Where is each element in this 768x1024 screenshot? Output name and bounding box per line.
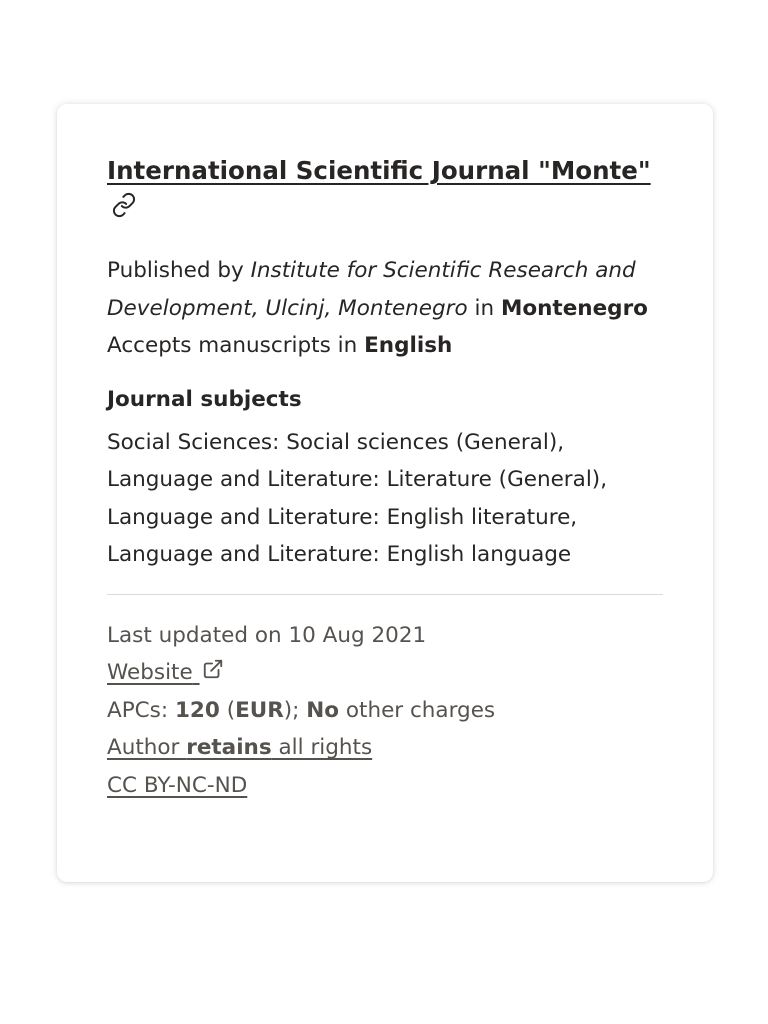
language-prefix: Accepts manuscripts in — [107, 333, 365, 358]
rights-link[interactable] — [107, 735, 372, 760]
website-link[interactable] — [107, 660, 200, 685]
subjects-list — [107, 424, 663, 574]
journal-title-row — [107, 154, 663, 222]
journal-meta — [107, 617, 663, 805]
subject-item: Language and Literature: Literature (General), — [107, 467, 608, 492]
other-charges-value: No — [306, 697, 340, 723]
rights-row — [107, 729, 663, 767]
rights-prefix: Author — [107, 735, 187, 760]
subject-item: Social Sciences: Social sciences (General), — [107, 429, 565, 455]
journal-card — [57, 104, 713, 882]
apc-prefix: APCs: — [107, 697, 175, 723]
last-updated: Last updated on 10 Aug 2021 — [107, 622, 427, 648]
subjects-heading: Journal subjects — [107, 386, 302, 412]
publisher-in-text: in — [467, 295, 501, 321]
publisher-info — [107, 252, 663, 365]
apc-paren-open: ( — [219, 697, 236, 723]
license-link[interactable]: CC BY-NC-ND — [107, 772, 248, 798]
subject-item: Language and Literature: English literature, — [107, 504, 578, 530]
apc-currency: EUR — [235, 697, 284, 723]
apc-row — [107, 692, 663, 730]
apc-amount: 120 — [174, 697, 220, 723]
website-row — [107, 654, 663, 692]
website-label: Website — [107, 660, 193, 685]
license-row — [107, 767, 663, 805]
subject-item: Language and Literature: English language — [107, 542, 572, 567]
publisher-name: Institute for Scientific Research and Development, Ulcinj, Montenegro — [107, 258, 636, 321]
rights-strong: retains — [186, 735, 272, 760]
language-value: English — [364, 333, 453, 358]
divider — [107, 594, 663, 595]
link-icon[interactable] — [111, 192, 137, 218]
external-link-icon[interactable] — [202, 655, 224, 677]
other-charges-suffix: other charges — [339, 697, 496, 723]
rights-suffix: all rights — [271, 735, 373, 760]
publisher-prefix: Published by — [107, 258, 251, 283]
apc-paren-close: ); — [283, 697, 307, 723]
journal-title-link[interactable]: International Scientific Journal "Monte" — [107, 156, 651, 185]
publisher-country: Montenegro — [500, 295, 648, 321]
